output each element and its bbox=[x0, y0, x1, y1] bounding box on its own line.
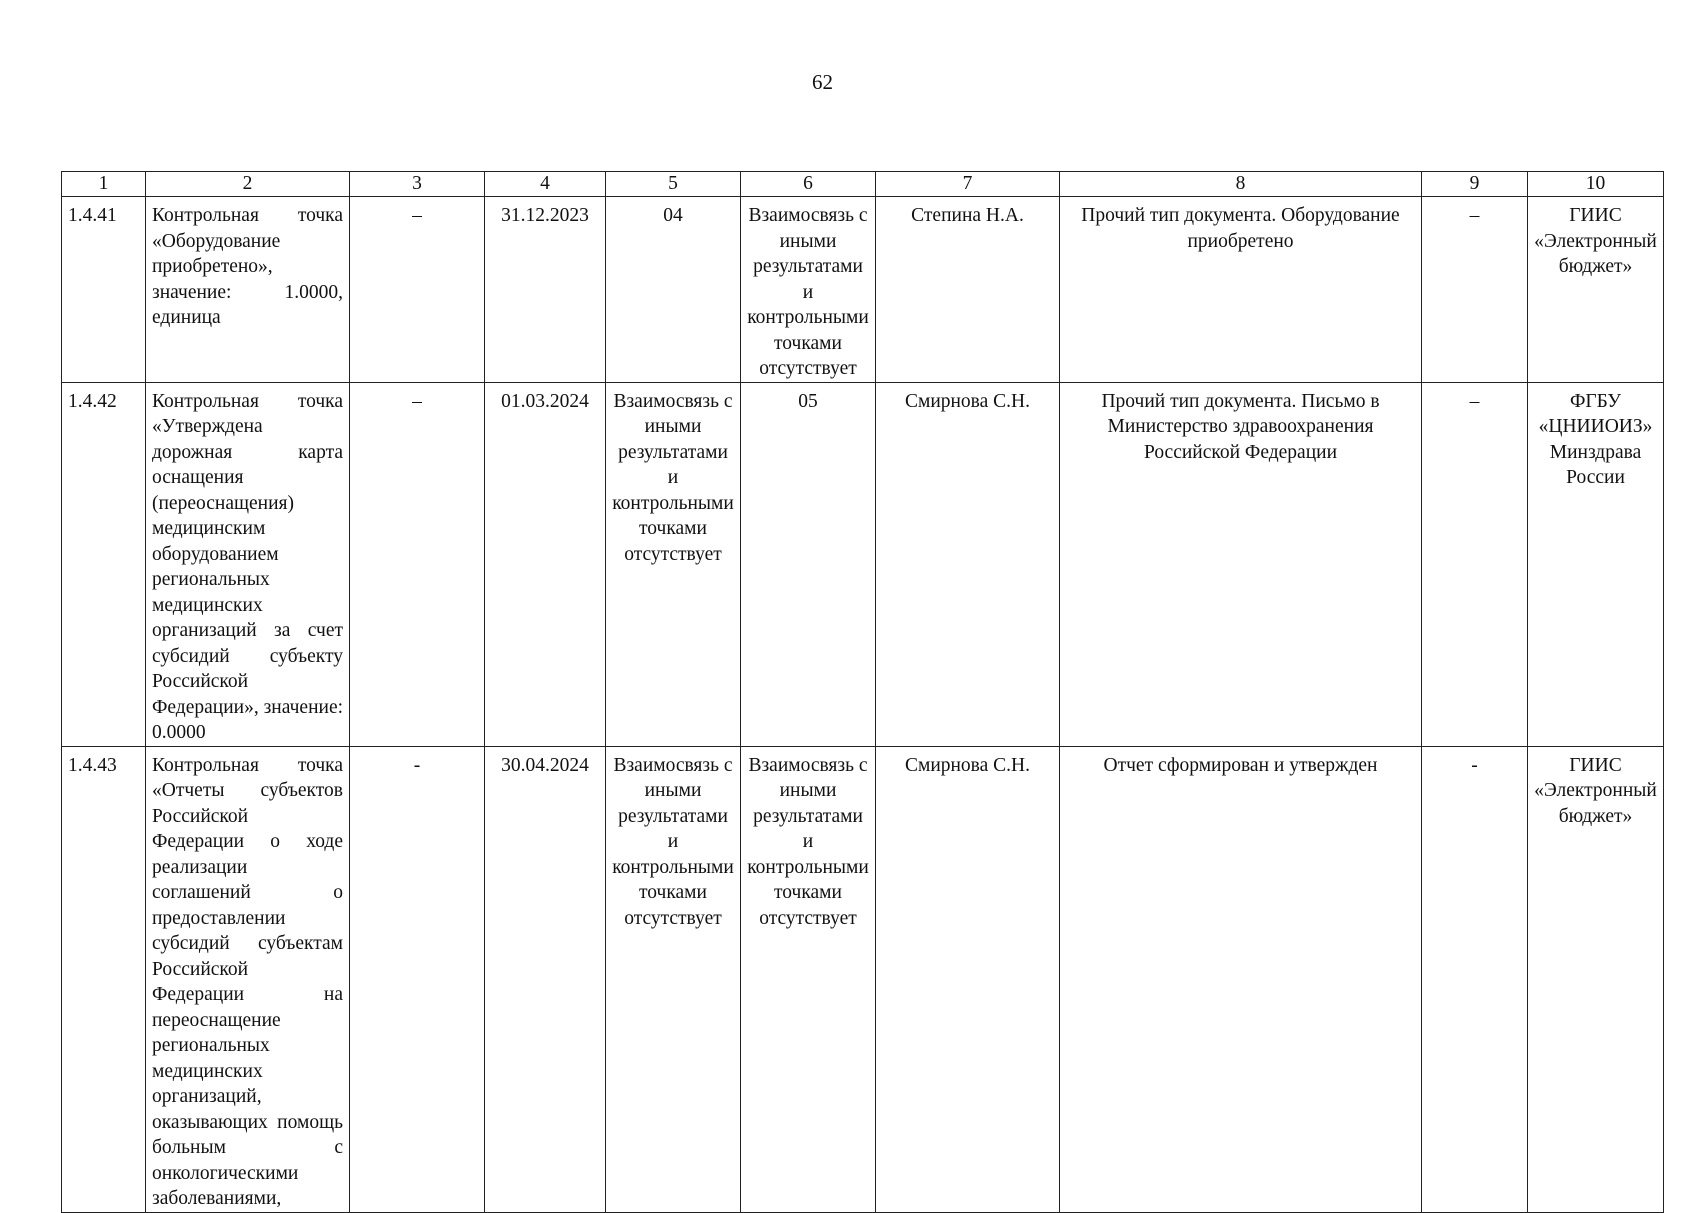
table-row bbox=[62, 382, 1664, 746]
column-9-value: – bbox=[1422, 382, 1528, 746]
column-5-value: Взаимосвязь с иными результатами и контрольными точками отсутствует bbox=[606, 746, 741, 1212]
column-header-5: 5 bbox=[606, 172, 741, 197]
control-points-table bbox=[61, 171, 1664, 1213]
information-system: ГИИС «Электронный бюджет» bbox=[1528, 197, 1664, 383]
page-number: 62 bbox=[812, 70, 833, 94]
column-header-7: 7 bbox=[876, 172, 1060, 197]
control-point-name: Контрольная точка «Отчеты субъектов Российской Федерации о ходе реализации соглашений о предоставлении субсидий субъектам Российской Федерации на переоснащение региональных медицинских организаций, оказывающих помощь больным с онкологическими заболеваниями, bbox=[146, 746, 350, 1212]
column-5-value: Взаимосвязь с иными результатами и контрольными точками отсутствует bbox=[606, 382, 741, 746]
column-5-value: 04 bbox=[606, 197, 741, 383]
column-header-10: 10 bbox=[1528, 172, 1664, 197]
control-point-name: Контрольная точка «Утверждена дорожная карта оснащения (переоснащения) медицинским оборудованием региональных медицинских организаций за счет субсидий субъекту Российской Федерации», значение: 0.0000 bbox=[146, 382, 350, 746]
table-row bbox=[62, 746, 1664, 1212]
deadline-date: 31.12.2023 bbox=[485, 197, 606, 383]
column-3-value: – bbox=[350, 197, 485, 383]
column-9-value: - bbox=[1422, 746, 1528, 1212]
responsible-person: Смирнова С.Н. bbox=[876, 382, 1060, 746]
column-3-value: - bbox=[350, 746, 485, 1212]
column-header-2: 2 bbox=[146, 172, 350, 197]
document-type: Отчет сформирован и утвержден bbox=[1060, 746, 1422, 1212]
column-6-value: Взаимосвязь с иными результатами и контрольными точками отсутствует bbox=[741, 746, 876, 1212]
row-number: 1.4.41 bbox=[62, 197, 146, 383]
deadline-date: 01.03.2024 bbox=[485, 382, 606, 746]
control-point-name: Контрольная точка «Оборудование приобретено», значение: 1.0000, единица bbox=[146, 197, 350, 383]
column-header-1: 1 bbox=[62, 172, 146, 197]
deadline-date: 30.04.2024 bbox=[485, 746, 606, 1212]
document-type: Прочий тип документа. Письмо в Министерство здравоохранения Российской Федерации bbox=[1060, 382, 1422, 746]
column-number-row bbox=[62, 172, 1664, 197]
column-header-8: 8 bbox=[1060, 172, 1422, 197]
responsible-person: Степина Н.А. bbox=[876, 197, 1060, 383]
document-type: Прочий тип документа. Оборудование приобретено bbox=[1060, 197, 1422, 383]
table-row bbox=[62, 197, 1664, 383]
column-header-4: 4 bbox=[485, 172, 606, 197]
row-number: 1.4.43 bbox=[62, 746, 146, 1212]
row-number: 1.4.42 bbox=[62, 382, 146, 746]
column-6-value: 05 bbox=[741, 382, 876, 746]
information-system: ГИИС «Электронный бюджет» bbox=[1528, 746, 1664, 1212]
column-6-value: Взаимосвязь с иными результатами и контрольными точками отсутствует bbox=[741, 197, 876, 383]
column-3-value: – bbox=[350, 382, 485, 746]
column-header-3: 3 bbox=[350, 172, 485, 197]
column-header-9: 9 bbox=[1422, 172, 1528, 197]
responsible-person: Смирнова С.Н. bbox=[876, 746, 1060, 1212]
column-header-6: 6 bbox=[741, 172, 876, 197]
information-system: ФГБУ «ЦНИИОИЗ» Минздрава России bbox=[1528, 382, 1664, 746]
column-9-value: – bbox=[1422, 197, 1528, 383]
